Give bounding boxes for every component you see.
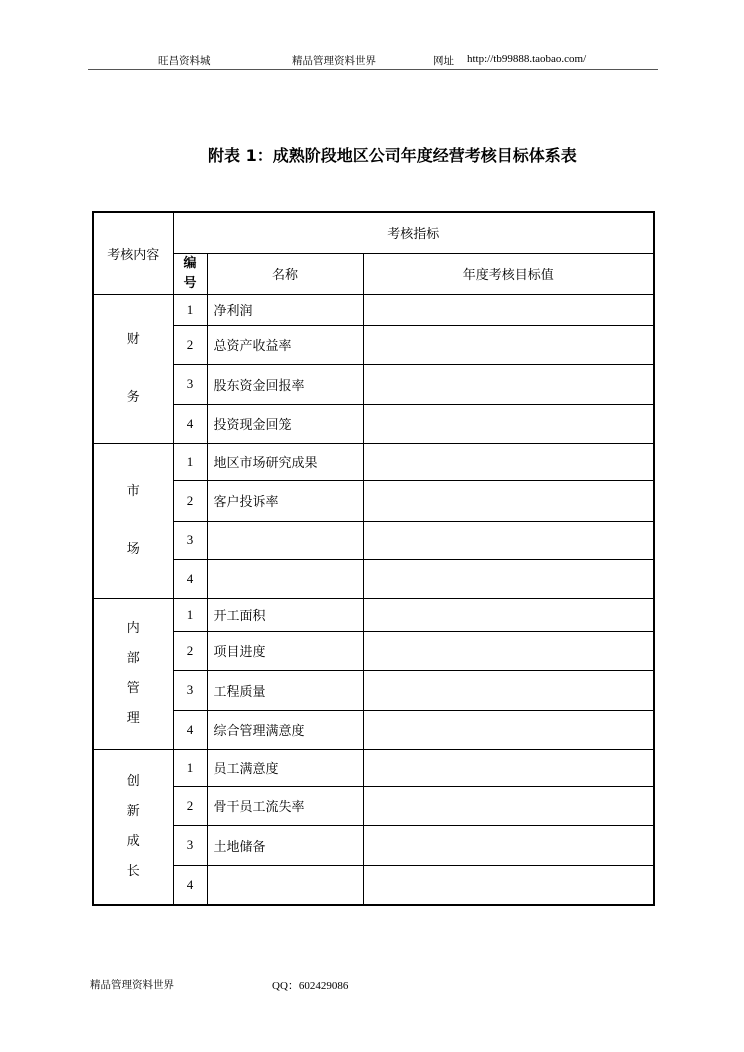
row-number-cell: 1 xyxy=(173,443,207,480)
footer-qq: QQ：602429086 xyxy=(272,980,349,992)
target-value-cell[interactable] xyxy=(363,670,654,710)
table-row xyxy=(93,786,654,825)
indicator-name-cell[interactable]: 骨干员工流失率 xyxy=(207,786,363,825)
page-title: 附表 1：成熟阶段地区公司年度经营考核目标体系表 xyxy=(208,146,577,165)
target-value-cell[interactable] xyxy=(363,559,654,598)
indicator-name-cell[interactable]: 地区市场研究成果 xyxy=(207,443,363,480)
row-number-cell: 2 xyxy=(173,786,207,825)
row-number-cell: 4 xyxy=(173,559,207,598)
table-row xyxy=(93,480,654,521)
category-char: 市 xyxy=(126,483,140,499)
row-number-cell: 3 xyxy=(173,364,207,404)
header-middle-text: 精品管理资料世界 xyxy=(292,55,376,67)
indicator-name-cell[interactable]: 股东资金回报率 xyxy=(207,364,363,404)
table-row xyxy=(93,749,654,786)
table-row xyxy=(93,294,654,325)
table-row xyxy=(93,559,654,598)
target-value-cell[interactable] xyxy=(363,480,654,521)
category-char: 理 xyxy=(126,710,140,726)
target-value-cell[interactable] xyxy=(363,749,654,786)
header-content-cell: 考核内容 xyxy=(93,212,173,294)
table-row xyxy=(93,325,654,364)
header-divider xyxy=(88,69,658,70)
target-value-cell[interactable] xyxy=(363,710,654,749)
assessment-table xyxy=(92,211,655,906)
category-cell xyxy=(93,443,173,598)
row-number-cell: 4 xyxy=(173,865,207,905)
row-number-cell: 3 xyxy=(173,825,207,865)
target-value-cell[interactable] xyxy=(363,294,654,325)
row-number-cell: 4 xyxy=(173,710,207,749)
target-value-cell[interactable] xyxy=(363,631,654,670)
indicator-name-cell[interactable]: 员工满意度 xyxy=(207,749,363,786)
table-row xyxy=(93,825,654,865)
header-url[interactable]: http://tb99888.taobao.com/ xyxy=(467,53,587,65)
category-char: 部 xyxy=(126,650,140,666)
table-row xyxy=(93,364,654,404)
indicator-name-cell[interactable] xyxy=(207,865,363,905)
category-cell xyxy=(93,598,173,749)
header-left-text: 旺昌资料城 xyxy=(158,55,211,67)
category-char: 务 xyxy=(126,389,140,405)
header-url-label: 网址 xyxy=(433,55,454,67)
target-value-cell[interactable] xyxy=(363,443,654,480)
indicator-name-cell[interactable]: 工程质量 xyxy=(207,670,363,710)
category-char: 新 xyxy=(126,803,140,819)
indicator-name-cell[interactable]: 开工面积 xyxy=(207,598,363,631)
table-row xyxy=(93,404,654,443)
header-num-cell xyxy=(173,253,207,294)
indicator-name-cell[interactable]: 项目进度 xyxy=(207,631,363,670)
target-value-cell[interactable] xyxy=(363,825,654,865)
category-char: 场 xyxy=(126,541,140,557)
table-row xyxy=(93,598,654,631)
row-number-cell: 2 xyxy=(173,480,207,521)
table-row xyxy=(93,443,654,480)
category-char: 成 xyxy=(126,833,140,849)
indicator-name-cell[interactable]: 净利润 xyxy=(207,294,363,325)
row-number-cell: 4 xyxy=(173,404,207,443)
page-header xyxy=(0,53,744,69)
indicator-name-cell[interactable]: 总资产收益率 xyxy=(207,325,363,364)
target-value-cell[interactable] xyxy=(363,786,654,825)
table-row xyxy=(93,670,654,710)
target-value-cell[interactable] xyxy=(363,364,654,404)
target-value-cell[interactable] xyxy=(363,325,654,364)
table-row xyxy=(93,710,654,749)
category-cell xyxy=(93,749,173,905)
indicator-name-cell[interactable] xyxy=(207,559,363,598)
indicator-name-cell[interactable] xyxy=(207,521,363,559)
category-char: 长 xyxy=(126,863,140,879)
target-value-cell[interactable] xyxy=(363,598,654,631)
header-name-cell: 名称 xyxy=(207,253,363,294)
target-value-cell[interactable] xyxy=(363,404,654,443)
header-num-text: 编号 xyxy=(183,255,197,291)
footer-left-text: 精品管理资料世界 xyxy=(90,979,174,991)
table-row xyxy=(93,865,654,905)
category-cell xyxy=(93,294,173,443)
row-number-cell: 1 xyxy=(173,598,207,631)
target-value-cell[interactable] xyxy=(363,865,654,905)
category-char: 内 xyxy=(126,620,140,636)
indicator-name-cell[interactable]: 客户投诉率 xyxy=(207,480,363,521)
row-number-cell: 1 xyxy=(173,749,207,786)
header-indicator-cell: 考核指标 xyxy=(173,212,654,253)
header-target-cell: 年度考核目标值 xyxy=(363,253,654,294)
row-number-cell: 1 xyxy=(173,294,207,325)
category-char: 创 xyxy=(126,773,140,789)
table-row xyxy=(93,521,654,559)
category-char: 管 xyxy=(126,680,140,696)
indicator-name-cell[interactable]: 投资现金回笼 xyxy=(207,404,363,443)
row-number-cell: 3 xyxy=(173,521,207,559)
indicator-name-cell[interactable]: 土地储备 xyxy=(207,825,363,865)
row-number-cell: 3 xyxy=(173,670,207,710)
target-value-cell[interactable] xyxy=(363,521,654,559)
indicator-name-cell[interactable]: 综合管理满意度 xyxy=(207,710,363,749)
row-number-cell: 2 xyxy=(173,631,207,670)
category-char: 财 xyxy=(126,331,140,347)
row-number-cell: 2 xyxy=(173,325,207,364)
table-row xyxy=(93,631,654,670)
